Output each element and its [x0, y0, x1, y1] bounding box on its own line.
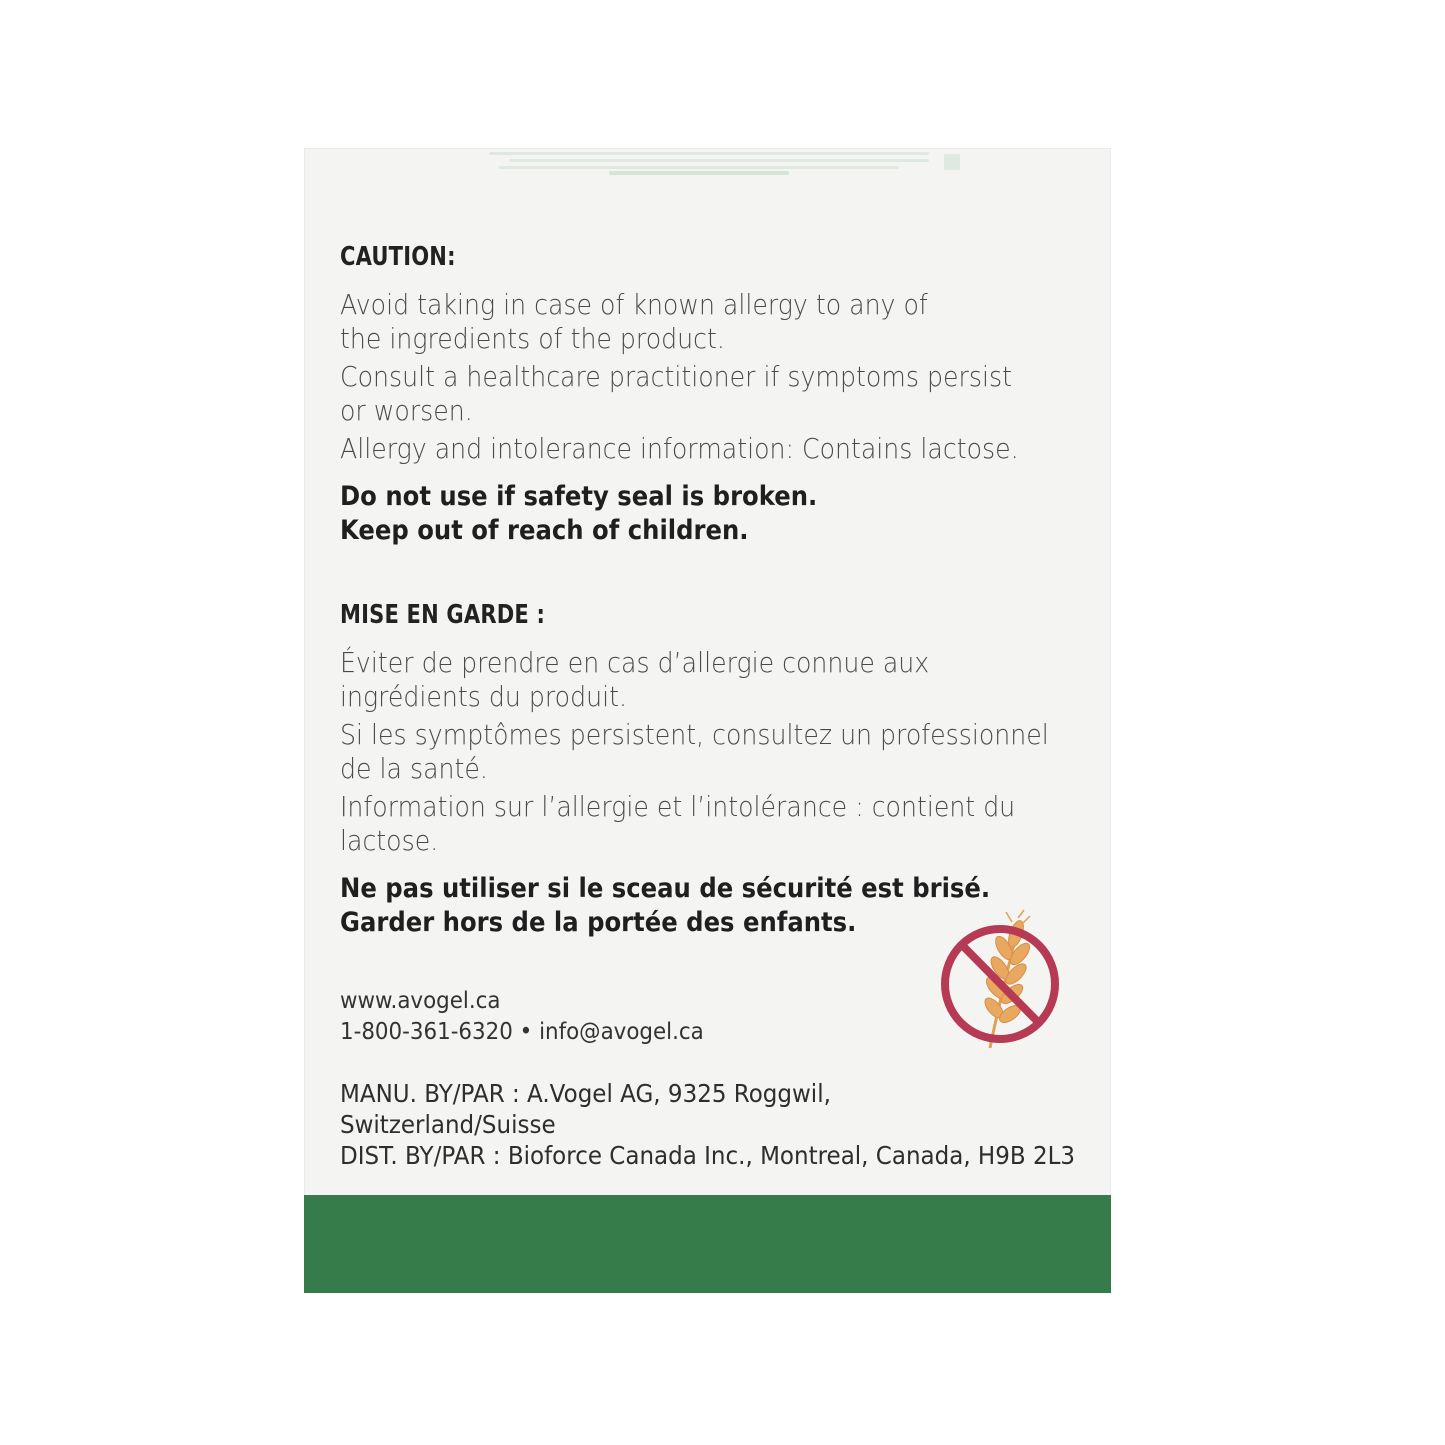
product-box-back	[304, 148, 1111, 1293]
gluten-free-icon	[938, 908, 1068, 1056]
green-band	[304, 1195, 1111, 1293]
mise-en-garde-sceau: Ne pas utiliser si le sceau de sécurité est brisé.	[340, 873, 991, 904]
distributor-text: DIST. BY/PAR : Bioforce Canada Inc., Montreal, Canada, H9B 2L3	[340, 1141, 1076, 1170]
phone-email-text: 1-800-361-6320 • info@avogel.ca	[340, 1019, 704, 1045]
mise-en-garde-enfants: Garder hors de la portée des enfants.	[340, 907, 857, 938]
website-text: www.avogel.ca	[340, 988, 501, 1014]
mise-en-garde-line-lactose: Information sur l’allergie et l’intolérance : contient du lactose.	[340, 790, 1016, 857]
caution-line-lactose: Allergy and intolerance information: Contains lactose.	[340, 432, 1019, 465]
caution-safety-seal: Do not use if safety seal is broken.	[340, 481, 818, 512]
mise-en-garde-line-symptomes: Si les symptômes persistent, consultez un professionnel de la santé.	[340, 718, 1049, 785]
caution-line-allergy: Avoid taking in case of known allergy to any of the ingredients of the product.	[340, 288, 928, 355]
top-flap-bleed	[489, 150, 969, 176]
mise-en-garde-line-allergie: Éviter de prendre en cas d’allergie connue aux ingrédients du produit.	[340, 646, 930, 713]
caution-keep-away: Keep out of reach of children.	[340, 515, 749, 546]
caution-heading: CAUTION:	[340, 242, 456, 272]
mise-en-garde-heading: MISE EN GARDE :	[340, 600, 546, 630]
manufacturer-text: MANU. BY/PAR : A.Vogel AG, 9325 Roggwil, Switzerland/Suisse	[340, 1079, 831, 1139]
caution-line-consult: Consult a healthcare practitioner if symptoms persist or worsen.	[340, 360, 1012, 427]
